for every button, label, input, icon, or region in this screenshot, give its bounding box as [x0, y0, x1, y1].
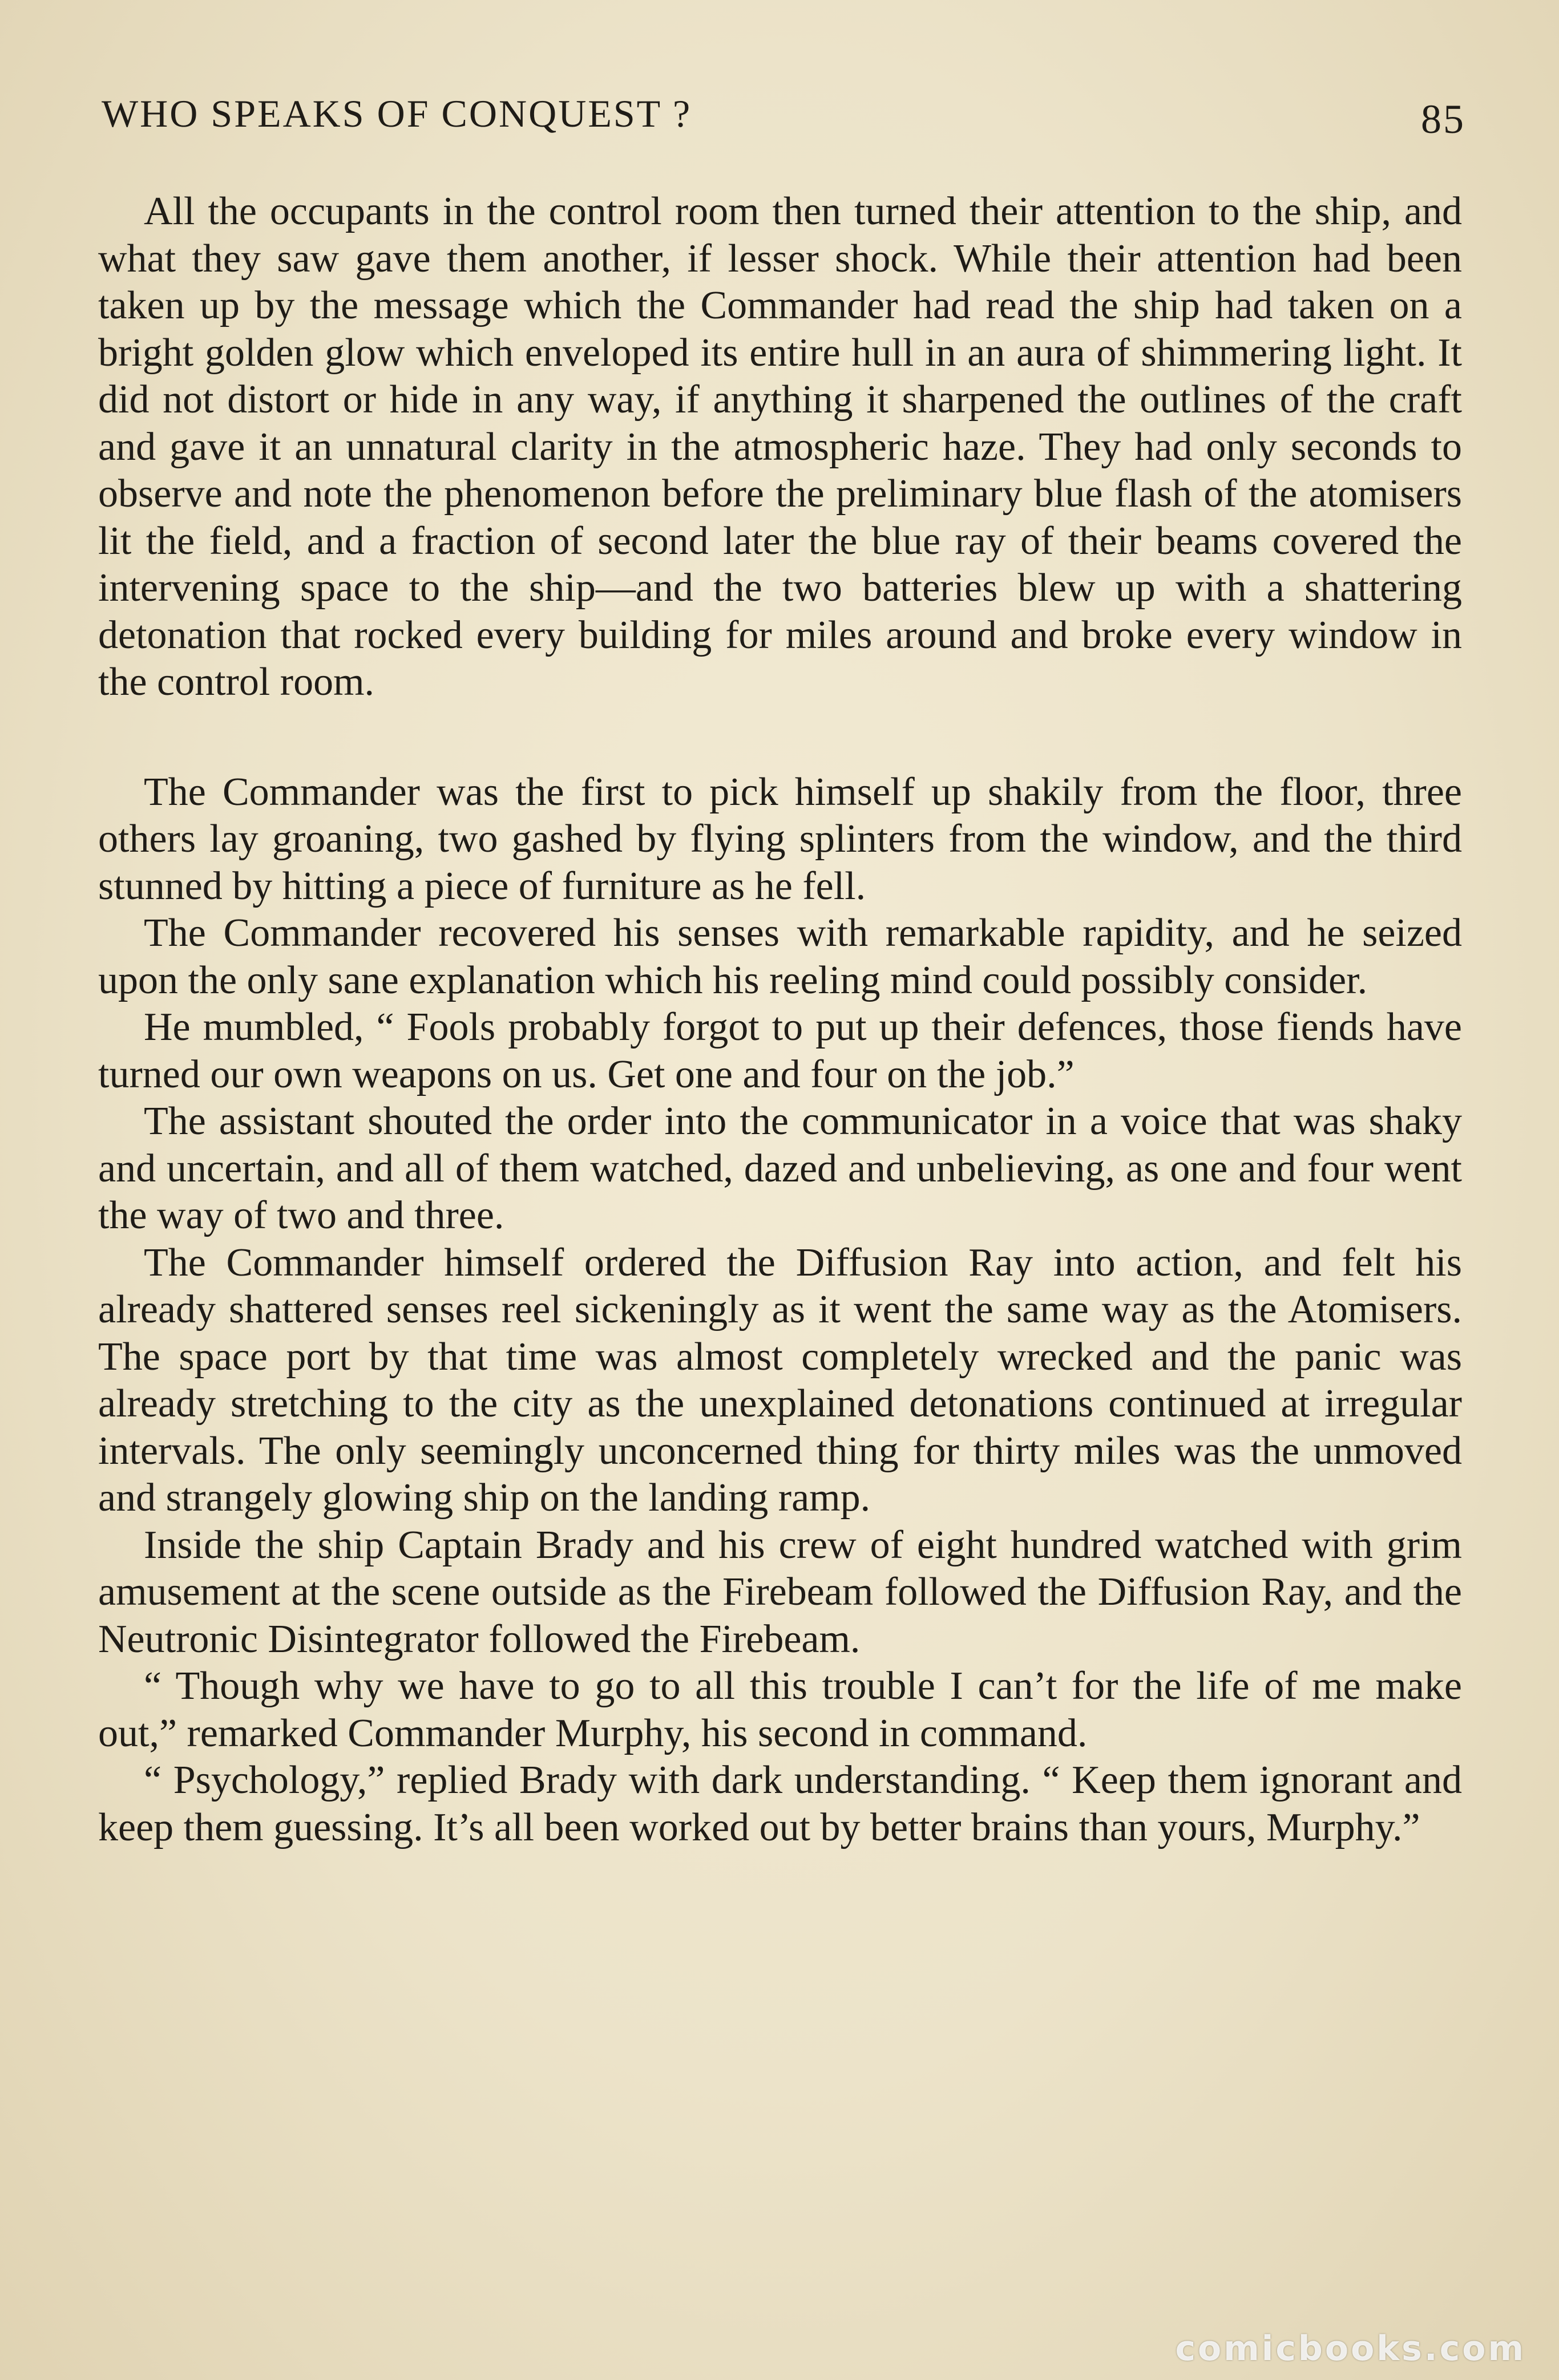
site-watermark: comicbooks.com: [1175, 2329, 1526, 2369]
paragraph: “ Though why we have to go to all this trouble I can’t for the life of me make out,” remarked Commander Murphy, his second in command.: [98, 1664, 1462, 1755]
chapter-title: WHO SPEAKS OF CONQUEST ?: [102, 92, 692, 135]
paragraph: The assistant shouted the order into the communicator in a voice that was shaky and uncertain, and all of them watched, dazed and unbelieving, as one and four went the way of two and three.: [98, 1099, 1462, 1237]
paragraph: The Commander recovered his senses with remarkable rapidity, and he seized upon the only sane explanation which his reeling mind could possibly consider.: [98, 911, 1462, 1002]
paragraph: He mumbled, “ Fools probably forgot to put up their defences, those fiends have turned our own weapons on us. Get one and four on the job.”: [98, 1005, 1462, 1096]
paragraph: The Commander was the first to pick himself up shakily from the floor, three others lay groaning, two gashed by flying splinters from the window, and the third stunned by hitting a piece of furniture as he fell.: [98, 770, 1462, 908]
paragraph: All the occupants in the control room then turned their attention to the ship, and what they saw gave them another, if lesser shock. While their attention had been taken up by the message which the Commander had read the ship had taken on a bright golden glow which enveloped its entire hull in an aura of shimmering light. It did not distort or hide in any way, if anything it sharpened the outlines of the craft and gave it an unnatural clarity in the atmospheric haze. They had only seconds to observe and note the phenomenon before the preliminary blue flash of the atomisers lit the field, and a fraction of second later the blue ray of their beams covered the intervening space to the ship—and the two batteries blew up with a shattering detonation that rocked every building for miles around and broke every window in the control room.: [98, 189, 1462, 704]
paragraph: The Commander himself ordered the Diffusion Ray into action, and felt his already shattered senses reel sickeningly as it went the same way as the Atomisers. The space port by that time was almost completely wrecked and the panic was already stretching to the city as the unexplained detonations continued at irregular intervals. The only seemingly unconcerned thing for thirty miles was the unmoved and strangely glowing ship on the landing ramp.: [98, 1240, 1462, 1520]
paragraph: Inside the ship Captain Brady and his crew of eight hundred watched with grim amusement at the scene outside as the Firebeam followed the Diffusion Ray, and the Neutronic Disintegrator followed the Firebeam.: [98, 1523, 1462, 1661]
paragraph: “ Psychology,” replied Brady with dark understanding. “ Keep them ignorant and keep them guessing. It’s all been worked out by better brains than yours, Murphy.”: [98, 1758, 1462, 1849]
page-number: 85: [1421, 96, 1465, 142]
running-head: [102, 91, 1465, 148]
body-text: [98, 188, 1462, 1851]
